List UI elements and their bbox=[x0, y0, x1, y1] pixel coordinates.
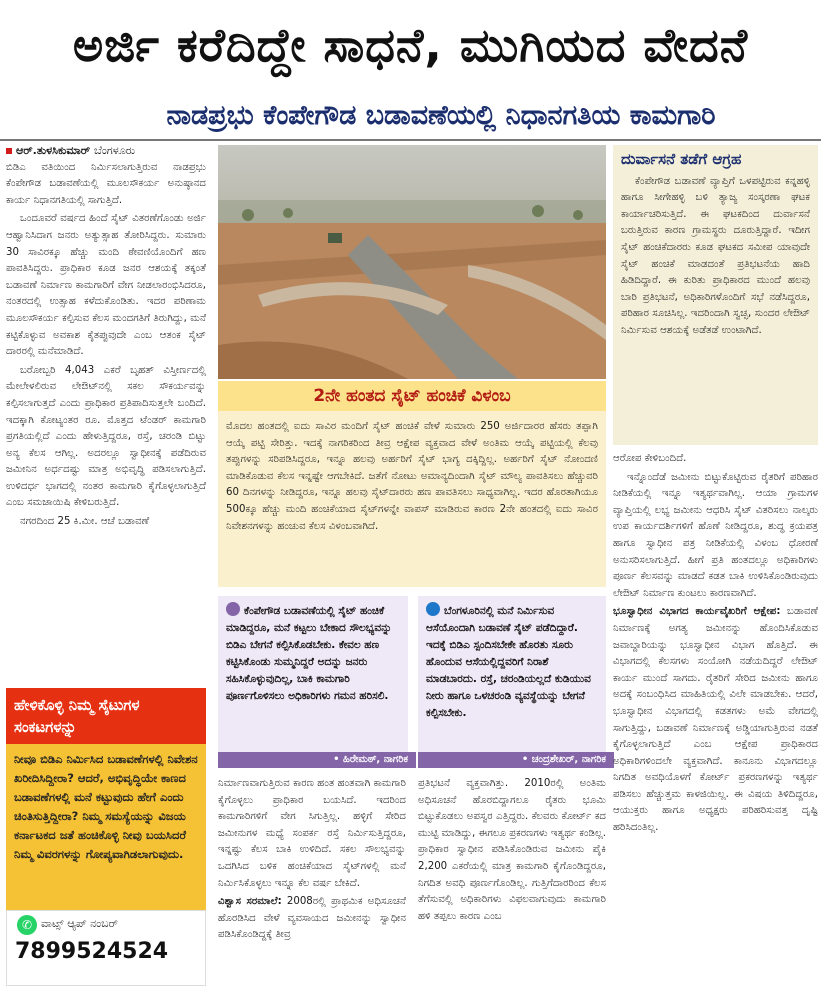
paragraph: ಬರೋಬ್ಬರಿ 4,043 ಎಕರೆ ಬೃಹತ್ ವಿಸ್ತೀರ್ಣದಲ್ಲಿ ಮೇಲೇಳಲಿರುವ ಲೇಔಟ್‌ನಲ್ಲಿ ಸಕಲ ಸೌಕರ್ಯವನ್ನು ಕಲ್ಪಿಸಲಾಗುತ್ತದೆ ಎಂದು ಪ್ರಾಧಿಕಾರ ಪ್ರತಿಪಾದಿಸುತ್ತಲೇ ಬಂದಿದೆ. ಇದಕ್ಕಾಗಿ ಕೋಟ್ಯಂತರ ರೂ. ಮೊತ್ತದ ಟೆಂಡರ್ ಕಾಮಗಾರಿ ಪ್ರಗತಿಯಲ್ಲಿದೆ ಎಂದು ಹೇಳುತ್ತಿದ್ದರೂ, ರಸ್ತೆ, ಚರಂಡಿ ಬಿಟ್ಟು ಅನ್ಯ ಕೆಲಸ ಆಗಿಲ್ಲ. ಅದರಲ್ಲೂ ಸ್ವಾಧೀನಕ್ಕೆ ಪಡೆದಿರುವ ಜಮೀನಿನ ಅರ್ಧದಷ್ಟು ಮಾತ್ರ ಅಭಿವೃದ್ಧಿ ಪಡಿಸಲಾಗುತ್ತಿದೆ. ಉಳಿದರ್ಧ ಭಾಗದಲ್ಲಿ ನಂತರ ಕಾಮಗಾರಿ ಕೈಗೊಳ್ಳಲಾಗುತ್ತಿದೆ ಎಂಬ ಸಮಜಾಯಿಷಿ ಕೇಳಿಬರುತ್ತಿದೆ. bbox=[6, 364, 206, 509]
column-2 bbox=[218, 776, 406, 986]
sidebar-text: ಕೆಂಪೇಗೌಡ ಬಡಾವಣೆ ವ್ಯಾಪ್ತಿಗೆ ಒಳಪಟ್ಟಿರುವ ಕನ್ನಹಳ್ಳಿ ಹಾಗೂ ಸೀಗೇಹಳ್ಳಿ ಬಳಿ ತ್ಯಾಜ್ಯ ಸಂಸ್ಕರಣಾ ಘಟಕ ಕಾರ್ಯಾಚರಿಸುತ್ತಿದೆ. ಈ ಘಟಕದಿಂದ ದುರ್ವಾಸನೆ ಬರುತ್ತಿರುವ ಕಾರಣ ಗ್ರಾಮಸ್ಥರು ದೂರುತ್ತಿದ್ದಾರೆ. ಇದೀಗ ಸೈಟ್ ಹಂಚಿಕೆದಾರರು ಕೂಡ ಘಟಕದ ಸಮೀಪ ಯಾವುದೇ ಸೈಟ್ ಹಂಚಿಕೆ ಮಾಡದಂತೆ ಪ್ರತಿಭಟನೆಯ ಹಾದಿ ಹಿಡಿದಿದ್ದಾರೆ. ಈ ಕುರಿತು ಪ್ರಾಧಿಕಾರದ ಮುಂದೆ ಹಲವು ಬಾರಿ ಪ್ರತಿಭಟನೆ, ಅಧಿಕಾರಿಗಳೊಂದಿಗೆ ಸಭೆ ನಡೆಸಿದ್ದರೂ, ಪರಿಹಾರ ಸೂಚಿಸಿಲ್ಲ. ಇದರಿಂದಾಗಿ ಸ್ವಚ್ಛ, ಸುಂದರ ಲೇಔಟ್ ನಿರ್ಮಿಸುವ ಆಶಯಕ್ಕೆ ಅಡೆತಡೆ ಉಂಟಾಗಿದೆ. bbox=[621, 175, 810, 336]
promo-body: ನೀವೂ ಬಿಡಿಎ ನಿರ್ಮಿಸಿದ ಬಡಾವಣೆಗಳಲ್ಲಿ ನಿವೇಶನ ಖರೀದಿಸಿದ್ದೀರಾ? ಆದರೆ, ಅಭಿವೃದ್ಧಿಯೇ ಕಾಣದ ಬಡಾವಣೆಗಳಲ್ಲಿ ಮನೆ ಕಟ್ಟುವುದು ಹೇಗೆ ಎಂದು ಚಿಂತಿಸುತ್ತಿದ್ದೀರಾ? ನಿಮ್ಮ ಸಮಸ್ಯೆಯನ್ನು ವಿಜಯ ಕರ್ನಾಟಕದ ಜತೆ ಹಂಚಿಕೊಳ್ಳಿ ನೀವು ಬಯಸಿದರೆ ನಿಮ್ಮ ವಿವರಗಳನ್ನು ಗೋಪ್ಯವಾಗಿಡಲಾಗುವುದು. bbox=[6, 744, 206, 910]
paragraph: 2008ರಲ್ಲಿ ಪ್ರಾಥಮಿಕ ಅಧಿಸೂಚನೆ ಹೊರಡಿಸಿದ ವೇಳೆ ವ್ಯವಸಾಯದ ಜಮೀನನ್ನು ಸ್ವಾಧೀನ ಪಡಿಸಿಕೊಂಡಿದ್ದಕ್ಕೆ ತೀವ್ರ bbox=[218, 896, 406, 941]
odour-sidebar bbox=[613, 145, 818, 445]
column-3 bbox=[418, 776, 606, 986]
headline: ಅರ್ಜಿ ಕರೆದಿದ್ದೇ ಸಾಧನೆ, ಮುಗಿಯದ ವೇದನೆ bbox=[72, 18, 749, 72]
paragraph: ಬಿಡಿಎ ವತಿಯಿಂದ ನಿರ್ಮಿಸಲಾಗುತ್ತಿರುವ ನಾಡಪ್ರಭು ಕೆಂಪೇಗೌಡ ಬಡಾವಣೆಯಲ್ಲಿ ಮೂಲಸೌಕರ್ಯ ಅನುಷ್ಠಾನದ ಕಾರ್ಯ ನಿಧಾನಗತಿಯಲ್ಲಿ ಸಾಗುತ್ತಿದೆ. bbox=[6, 161, 206, 206]
byline-author: ಆರ್.ತುಳಸಿಕುಮಾರ್ bbox=[16, 144, 91, 157]
quote-dot-icon bbox=[226, 602, 240, 616]
paragraph: ನಗರದಿಂದ 25 ಕಿ.ಮೀ. ಆಚೆ ಬಡಾವಣೆ bbox=[20, 516, 150, 528]
paragraph: ಇನ್ನೊಂದೆಡೆ ಜಮೀನು ಬಿಟ್ಟುಕೊಟ್ಟಿರುವ ರೈತರಿಗೆ ಪರಿಹಾರ ನೀಡಿಕೆಯಲ್ಲಿ ಇನ್ನೂ ಇತ್ಯರ್ಥವಾಗಿಲ್ಲ. ಆಯಾ ಗ್ರಾಮಗಳ ವ್ಯಾಪ್ತಿಯಲ್ಲಿ ಲಭ್ಯ ಜಮೀನು ಆಧರಿಸಿ ಸೈಟ್ ವಿತರಿಸಲು ನಾಲ್ಕರು ಉಪ ಕಾರ್ಯದರ್ಶಿಗಳಿಗೆ ಹೊಣೆ ನೀಡಿದ್ದರೂ, ಶುದ್ಧ ಕ್ರಯಪತ್ರ ಹಾಗೂ ಸ್ವಾಧೀನ ಪತ್ರ ನೀಡಿಕೆಯಲ್ಲಿ ವಿಳಂಬ ಧೋರಣೆ ಅನುಸರಿಸಲಾಗುತ್ತಿದೆ. ಹೀಗೆ ಪ್ರತಿ ಹಂತದಲ್ಲೂ ಅಧಿಕಾರಿಗಳು ಪೂರ್ಣ ಕೆಲಸವನ್ನು ಮಾಡದೆ ಕಡತ ಬಾಕಿ ಉಳಿಸಿಕೊಂಡಿರುವುದು ಲೇಔಟ್ ನಿರ್ಮಾಣ ಕುಂಟಲು ಕಾರಣವಾಗಿದೆ. bbox=[613, 471, 818, 599]
delay-box-text: ಮೊದಲ ಹಂತದಲ್ಲಿ ಐದು ಸಾವಿರ ಮಂದಿಗೆ ಸೈಟ್ ಹಂಚಿಕೆ ವೇಳೆ ಸುಮಾರು 250 ಅರ್ಜಿದಾರರ ಹೆಸರು ತಪ್ಪಾಗಿ ಆಯ್ಕೆ ಪಟ್ಟಿ ಸೇರಿತ್ತು. ಇದಕ್ಕೆ ನಾಗರಿಕರಿಂದ ತೀವ್ರ ಆಕ್ಷೇಪ ವ್ಯಕ್ತವಾದ ವೇಳೆ ಅಂತಿಮ ಆಯ್ಕೆ ಪಟ್ಟಿಯಲ್ಲಿ ಕೆಲವು ತಪ್ಪುಗಳನ್ನು ಸರಿಪಡಿಸಿದ್ದರೂ, ಇನ್ನೂ ಹಲವು ಅರ್ಹರಿಗೆ ಸೈಟ್ ಭಾಗ್ಯ ದಕ್ಕಿದ್ದಿಲ್ಲ. ಅರ್ಹರಿಗೆ ಸೈಟ್ ನೋಂದಣಿ ಮಾಡಿಕೊಡುವ ಕೆಲಸ ಇನ್ನಷ್ಟೇ ಆಗಬೇಕಿದೆ. ಜತೆಗೆ ನೋಟು ಅಮಾನ್ಯದಿಂದಾಗಿ ಸೈಟ್ ಮೌಲ್ಯ ಪಾವತಿಸಲು ಹೆಚ್ಚುವರಿ 60 ದಿನಗಳನ್ನು ನೀಡಿದ್ದರೂ, ಇನ್ನೂ ಹಲವು ಸೈಟ್‌ದಾರರು ಹಣ ಪಾವತಿಸಲು ಸಾಧ್ಯವಾಗಿಲ್ಲ. ಇದರ ಹೊರತಾಗಿಯೂ 500ಕ್ಕೂ ಹೆಚ್ಚು ಮಂದಿ ಹಂಚಿಕೆಯಾದ ಸೈಟ್‌ಗಳನ್ನೇ ವಾಪಸ್ ಮಾಡಿರುವ ಕಾರಣ 2ನೇ ಹಂತದಲ್ಲಿ ಐದು ಸಾವಿರ ನಿವೇಶನಗಳನ್ನು ಹಂಚುವ ಕೆಲಸ ವಿಳಂಬವಾಗಿದೆ. bbox=[226, 421, 598, 532]
paragraph: ನಿರ್ಮಾಣವಾಗುತ್ತಿರುವ ಕಾರಣ ಹಂತ ಹಂತವಾಗಿ ಕಾಮಗಾರಿ ಕೈಗೊಳ್ಳಲು ಪ್ರಾಧಿಕಾರ ಬಯಸಿದೆ. ಇದರಿಂದ ಕಾಮಗಾರಿಗಳಿಗೆ ವೇಗ ಸಿಗುತ್ತಿಲ್ಲ. ಹಳ್ಳಿಗೆ ಸೇರಿದ ಜಮೀನುಗಳ ಮಧ್ಯೆ ಸಂಪರ್ಕ ರಸ್ತೆ ನಿರ್ಮಿಸುತ್ತಿದ್ದರೂ, ಇನ್ನಷ್ಟು ಕೆಲಸ ಬಾಕಿ ಉಳಿದಿದೆ. ಸಕಲ ಸೌಲಭ್ಯವನ್ನು ಒದಗಿಸಿದ ಬಳಿಕ ಹಂಚಿಕೆಯಾದ ಸೈಟ್‌ಗಳಲ್ಲಿ ಮನೆ ನಿರ್ಮಿಸಿಕೊಳ್ಳಲು ಇನ್ನೂ ಕೆಲ ವರ್ಷ ಬೇಕಿದೆ. bbox=[218, 778, 406, 889]
paragraph: ಒಂದೂವರೆ ವರ್ಷದ ಹಿಂದೆ ಸೈಟ್ ವಿತರಣೆಗೊಂಡು ಅರ್ಜಿ ಆಹ್ವಾನಿಸಿದಾಗ ಜನರು ಅತ್ಯುತ್ಸಾಹ ತೋರಿಸಿದ್ದರು. ಸುಮಾರು 30 ಸಾವಿರಕ್ಕೂ ಹೆಚ್ಚು ಮಂದಿ ಠೇವಣಿಯೊಂದಿಗೆ ಹಣ ಪಾವತಿಸಿದ್ದರು. ಪ್ರಾಧಿಕಾರ ಕೂಡ ಜನರ ಆಶಯಕ್ಕೆ ತಕ್ಕಂತೆ ಬಡಾವಣೆ ನಿರ್ಮಾಣ ಕಾಮಗಾರಿಗೆ ವೇಗ ನೀಡಲಾರಂಭಿಸಿದರೂ, ನಂತರದಲ್ಲಿ ಉತ್ಸಾಹ ಕಳೆದುಕೊಂಡಿತು. ಇದರ ಪರಿಣಾಮ ಮೂಲಸೌಕರ್ಯ ಕಲ್ಪಿಸುವ ಕೆಲಸ ಮಂದಗತಿಗೆ ತಿರುಗಿದ್ದು, ಮನೆ ಕಟ್ಟಿಕೊಳ್ಳುವ ಅವಕಾಶ ಕೈತಪ್ಪುವುದೇ ಎಂಬ ಆತಂಕ ಸೈಟ್ ದಾರರಲ್ಲಿ ಮನೆಮಾಡಿದೆ. bbox=[6, 213, 206, 358]
subhead: ಭೂಸ್ವಾಧೀನ ವಿಭಾಗದ ಕಾರ್ಯವೈಖರಿಗೆ ಆಕ್ಷೇಪ: bbox=[613, 606, 781, 618]
sidebar-delay-box bbox=[218, 411, 606, 587]
quote-box-1 bbox=[218, 596, 408, 768]
quote-attribution: • ಹಿರೇಮಠ್, ನಾಗರಿಕ bbox=[218, 752, 416, 768]
construction-site-image bbox=[218, 145, 606, 379]
paragraph: ಪ್ರತಿಭಟನೆ ವ್ಯಕ್ತವಾಗಿತ್ತು. 2010ರಲ್ಲಿ ಅಂತಿಮ ಅಧಿಸೂಚನೆ ಹೊರಬಿದ್ದಾಗಲೂ ರೈತರು ಭೂಮಿ ಬಿಟ್ಟುಕೊಡಲು ಅಪಸ್ವರ ಎತ್ತಿದ್ದರು. ಕೆಲವರು ಕೋರ್ಟ್ ಕದ ಮುಟ್ಟಿ ಮಾಡಿದ್ದು, ಈಗಲೂ ಪ್ರಕರಣಗಳು ಇತ್ಯರ್ಥ ಕಂಡಿಲ್ಲ. ಪ್ರಾಧಿಕಾರ ಸ್ವಾಧೀನ ಪಡಿಸಿಕೊಂಡಿರುವ ಜಮೀನು ಪೈಕಿ 2,200 ಎಕರೆಯಲ್ಲಿ ಮಾತ್ರ ಕಾಮಗಾರಿ ಕೈಗೊಂಡಿದ್ದರೂ, ನಿಗದಿತ ಅವಧಿ ಪೂರ್ಣಗೊಂಡಿಲ್ಲ. ಗುತ್ತಿಗೆದಾರರಿಂದ ಕೆಲಸ ತೆಗೆಸುವಲ್ಲಿ ಅಧಿಕಾರಿಗಳು ವಿಫಲವಾಗುವುದು ಕಾಮಗಾರಿ ಹಳಿ ತಪ್ಪಲು ಕಾರಣ ಎಂಬ bbox=[418, 778, 606, 922]
paragraph: ಆರೋಪ ಕೇಳಿಬಂದಿದೆ. bbox=[613, 453, 687, 464]
byline-place: ಬೆಂಗಳೂರು bbox=[93, 144, 136, 157]
subhead: ವಿಶ್ವಾಸ ಸರಮಾಲೆ: bbox=[218, 896, 282, 908]
whatsapp-box bbox=[6, 910, 206, 986]
layout-photo bbox=[218, 145, 606, 379]
column-4 bbox=[613, 451, 818, 986]
divider bbox=[0, 139, 821, 141]
byline bbox=[6, 143, 206, 160]
column-1 bbox=[6, 143, 206, 673]
whatsapp-icon: ✆ bbox=[17, 915, 37, 935]
quote-text: ಬೆಂಗಳೂರಿನಲ್ಲಿ ಮನೆ ನಿರ್ಮಿಸುವ ಆಸೆಯೊಂದಾಗಿ ಬಡಾವಣೆ ಸೈಟ್ ಪಡೆದಿದ್ದಾರೆ. ಇದಕ್ಕೆ ಬಿಡಿಎ ಸ್ಪಂದಿಸಬೇಕೇ ಹೊರತು ಸೂರು ಹೊಂದುವ ಆಸೆಯಲ್ಲಿದ್ದವರಿಗೆ ನಿರಾಶೆ ಮಾಡಬಾರದು. ರಸ್ತೆ, ಚರಂಡಿಯಲ್ಲದೆ ಕುಡಿಯುವ ನೀರು ಹಾಗೂ ಒಳಚರಂಡಿ ವ್ಯವಸ್ಥೆಯನ್ನು ಬೇಗನೆ ಕಲ್ಪಿಸಬೇಕು. bbox=[426, 605, 591, 719]
quote-attribution: • ಚಂದ್ರಶೇಖರ್, ನಾಗರಿಕ bbox=[418, 752, 614, 768]
paragraph: ಬಡಾವಣೆ ನಿರ್ಮಾಣಕ್ಕೆ ಅಗತ್ಯ ಜಮೀನನ್ನು ಹೊಂದಿಸಿಕೊಡುವ ಜವಾಬ್ದಾರಿಯನ್ನು ಭೂಸ್ವಾಧೀನ ವಿಭಾಗ ಹೊತ್ತಿದೆ. ಈ ವಿಭಾಗದಲ್ಲಿ ಕೆಲಸಗಳು ಸಂಯೋಗಿ ನಡೆಯದಿದ್ದರೆ ಲೇಔಟ್ ಕಾರ್ಯ ಮುಂದೆ ಸಾಗದು. ರೈತರಿಗೆ ಸೇರಿದ ಜಮೀನು ಹಾಗೂ ಅದಕ್ಕೆ ಸಂಬಂಧಿಸಿದ ಮಾಹಿತಿಯಲ್ಲಿ ವಿಲೇ ಮಾಡಬೇಕು. ಆದರೆ, ಭೂಸ್ವಾಧೀನ ವಿಭಾಗದಲ್ಲಿ ಕಡತಗಳು ಅಮೆ ವೇಗದಲ್ಲಿ ಸಾಗುತ್ತಿದ್ದು, ಬಡಾವಣೆ ನಿರ್ಮಾಣಕ್ಕೆ ಅಡ್ಡಿಯಾಗುತ್ತಿರುವ ನಡತೆ ಕೈಗೊಳ್ಳಲಾಗುತ್ತಿದೆ ಎಂಬ ಆಕ್ಷೇಪ ಪ್ರಾಧಿಕಾರದ ಅಧಿಕಾರಿಗಳಿಂದಲೇ ವ್ಯಕ್ತವಾಗಿದೆ. ಕಾನೂನು ವಿಭಾಗದಲ್ಲೂ ನಿಗದಿತ ಅವಧಿಯೊಳಗೆ ಕೋರ್ಟ್ ಪ್ರಕರಣಗಳನ್ನು ಇತ್ಯರ್ಥ ಪಡಿಸಲು ಹೆಚ್ಚುತ್ತಮ ಕಾಳಜಿಯಿಲ್ಲ. ಈ ವಿಷಯ ತಿಳಿದಿದ್ದರೂ, ಆಯುಕ್ತರು ಹಾಗೂ ಅಧ್ಯಕ್ಷರು ಪರಿಹರಿಸುವತ್ತ ದೃಷ್ಟಿ ಹರಿಸಿದಂತಿಲ್ಲ. bbox=[613, 606, 818, 834]
photo-caption: 2ನೇ ಹಂತದ ಸೈಟ್ ಹಂಚಿಕೆ ವಿಳಂಬ bbox=[218, 381, 606, 411]
subheadline: ನಾಡಪ್ರಭು ಕೆಂಪೇಗೌಡ ಬಡಾವಣೆಯಲ್ಲಿ ನಿಧಾನಗತಿಯ ಕಾಮಗಾರಿ bbox=[166, 100, 716, 131]
quote-dot-icon bbox=[426, 602, 440, 616]
sidebar-title: ದುರ್ವಾಸನೆ ತಡೆಗೆ ಆಗ್ರಹ bbox=[621, 150, 742, 168]
quote-box-2 bbox=[418, 596, 606, 768]
promo-title: ಹೇಳಿಕೊಳ್ಳಿ ನಿಮ್ಮ ಸೈಟುಗಳ ಸಂಕಟಗಳನ್ನು bbox=[6, 688, 206, 744]
bullet-square-icon bbox=[6, 148, 12, 154]
quote-text: ಕೆಂಪೇಗೌಡ ಬಡಾವಣೆಯಲ್ಲಿ ಸೈಟ್ ಹಂಚಿಕೆ ಮಾಡಿದ್ದರೂ, ಮನೆ ಕಟ್ಟಲು ಬೇಕಾದ ಸೌಲಭ್ಯವನ್ನು ಬಿಡಿಎ ಬೇಗನೆ ಕಲ್ಪಿಸಿಕೊಡಬೇಕು. ಕೇವಲ ಹಣ ಕಟ್ಟಿಸಿಕೊಂಡು ಸುಮ್ಮನಿದ್ದರೆ ಅದನ್ನು ಜನರು ಸಹಿಸಿಕೊಳ್ಳುವುದಿಲ್ಲ, ಬಾಕಿ ಕಾಮಗಾರಿ ಪೂರ್ಣಗೊಳಿಸಲು ಅಧಿಕಾರಿಗಳು ಗಮನ ಹರಿಸಲಿ. bbox=[226, 605, 392, 702]
whatsapp-label: ವಾಟ್ಸ್‌ ಆ್ಯಪ್ ನಂಬರ್ bbox=[41, 917, 118, 930]
whatsapp-number: 7899524524 bbox=[15, 939, 169, 964]
